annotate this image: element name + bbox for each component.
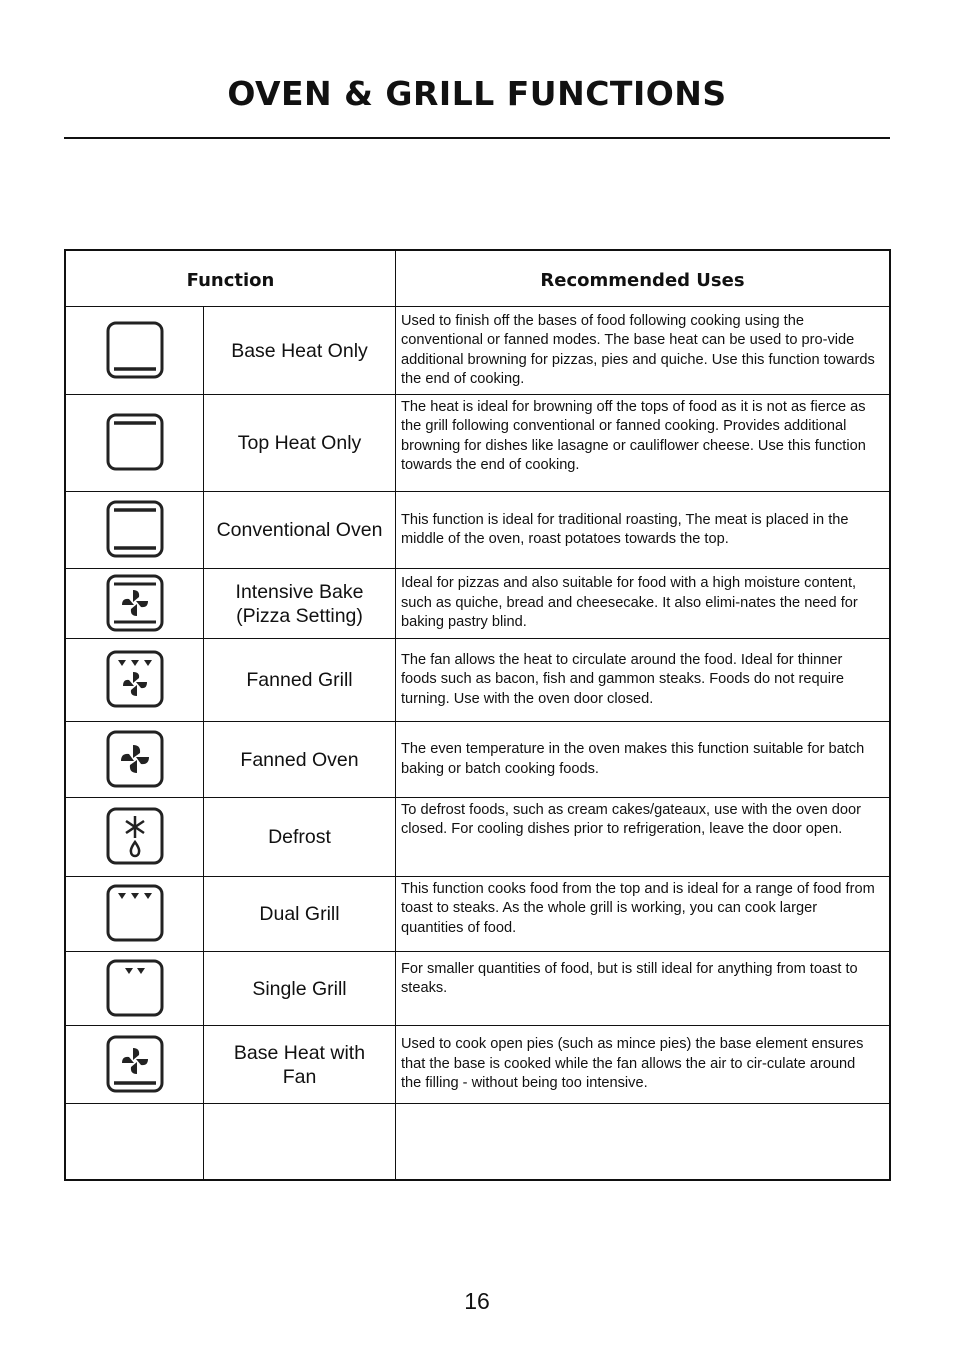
function-name: Single Grill xyxy=(204,952,396,1025)
empty-uses-cell xyxy=(396,1104,889,1179)
function-uses: Used to finish off the bases of food following cooking using the conventional or fanned modes. The base heat can be used to pro-vide additional browning for pizzas, pies and quiche. Use this function towards the end of cooking. xyxy=(401,312,875,387)
function-uses: For smaller quantities of food, but is still ideal for anything from toast to steaks. xyxy=(401,961,858,997)
top-heat-icon xyxy=(105,412,165,474)
function-uses: Ideal for pizzas and also suitable for food with a high moisture content, such as quiche, bread and cheesecake. It also elimi-nates the need for baking pastry blind. xyxy=(401,575,858,631)
table-row xyxy=(66,568,889,638)
function-name: Defrost xyxy=(204,798,396,876)
function-uses: The heat is ideal for browning off the tops of food as it is not as fierce as the grill following conventional or fanned cooking. Provides additional browning for dishes like lasagne or cauliflower cheese. Use this function towards the end of cooking. xyxy=(401,399,866,474)
recommended-uses-column-header: Recommended Uses xyxy=(540,270,745,291)
defrost-icon xyxy=(105,806,165,868)
empty-name-cell xyxy=(204,1104,396,1179)
fanned-grill-icon xyxy=(105,649,165,711)
function-name: Base Heat Only xyxy=(204,307,396,394)
table-row xyxy=(66,306,889,394)
fanned-oven-icon xyxy=(105,729,165,791)
title-divider xyxy=(64,137,890,139)
icon-cell xyxy=(66,952,204,1025)
single-grill-icon xyxy=(105,958,165,1020)
function-name: Dual Grill xyxy=(204,877,396,951)
icon-cell xyxy=(66,639,204,721)
table-row xyxy=(66,721,889,797)
page-number: 16 xyxy=(464,1288,490,1314)
table-row xyxy=(66,491,889,568)
function-uses: Used to cook open pies (such as mince pies) the base element ensures that the base is cooked while the fan allows the air to cir-culate around the filling - without being too intensive. xyxy=(401,1036,864,1092)
function-uses: The fan allows the heat to circulate around the food. Ideal for thinner foods such as bacon, fish and gammon steaks. Foods do not require turning. Use with the oven door closed. xyxy=(401,651,844,707)
table-header-row xyxy=(66,251,889,306)
icon-cell xyxy=(66,1026,204,1103)
function-name-line: Fan xyxy=(282,1065,317,1088)
table-row xyxy=(66,1025,889,1103)
table-row xyxy=(66,394,889,491)
icon-cell xyxy=(66,569,204,638)
table-row xyxy=(66,951,889,1025)
function-uses: This function cooks food from the top and is ideal for a range of food from toast to steaks. As the whole grill is working, you can cook larger quantities of food. xyxy=(401,881,875,936)
icon-cell xyxy=(66,492,204,568)
icon-cell xyxy=(66,395,204,491)
empty-icon-cell xyxy=(66,1104,204,1179)
icon-cell xyxy=(66,877,204,951)
dual-grill-icon xyxy=(105,883,165,945)
table-row xyxy=(66,876,889,951)
conventional-oven-icon xyxy=(105,499,165,561)
functions-table xyxy=(64,249,891,1181)
function-uses: The even temperature in the oven makes this function suitable for batch baking or batch cooking foods. xyxy=(401,741,865,777)
function-name xyxy=(204,569,396,638)
function-name: Fanned Grill xyxy=(204,639,396,721)
icon-cell xyxy=(66,307,204,394)
icon-cell xyxy=(66,722,204,797)
function-uses: This function is ideal for traditional roasting, The meat is placed in the middle of the oven, roast potatoes towards the top. xyxy=(401,511,849,547)
table-row xyxy=(66,638,889,721)
function-column-header: Function xyxy=(66,251,396,306)
base-heat-with-fan-icon xyxy=(105,1034,165,1096)
function-name-line: (Pizza Setting) xyxy=(236,604,363,627)
empty-table-row xyxy=(66,1103,889,1179)
base-heat-icon xyxy=(105,320,165,382)
intensive-bake-icon xyxy=(105,573,165,635)
function-name-line: Base Heat with xyxy=(233,1041,366,1064)
icon-cell xyxy=(66,798,204,876)
table-row xyxy=(66,797,889,876)
function-name: Fanned Oven xyxy=(204,722,396,797)
function-name-line: Intensive Bake xyxy=(235,580,364,603)
function-name xyxy=(204,1026,396,1103)
function-uses: To defrost foods, such as cream cakes/gateaux, use with the oven door closed. For cooling dishes prior to refrigeration, leave the door open. xyxy=(401,802,861,838)
function-name: Conventional Oven xyxy=(204,492,396,568)
function-name: Top Heat Only xyxy=(204,395,396,491)
page-title: OVEN & GRILL FUNCTIONS xyxy=(227,74,727,113)
